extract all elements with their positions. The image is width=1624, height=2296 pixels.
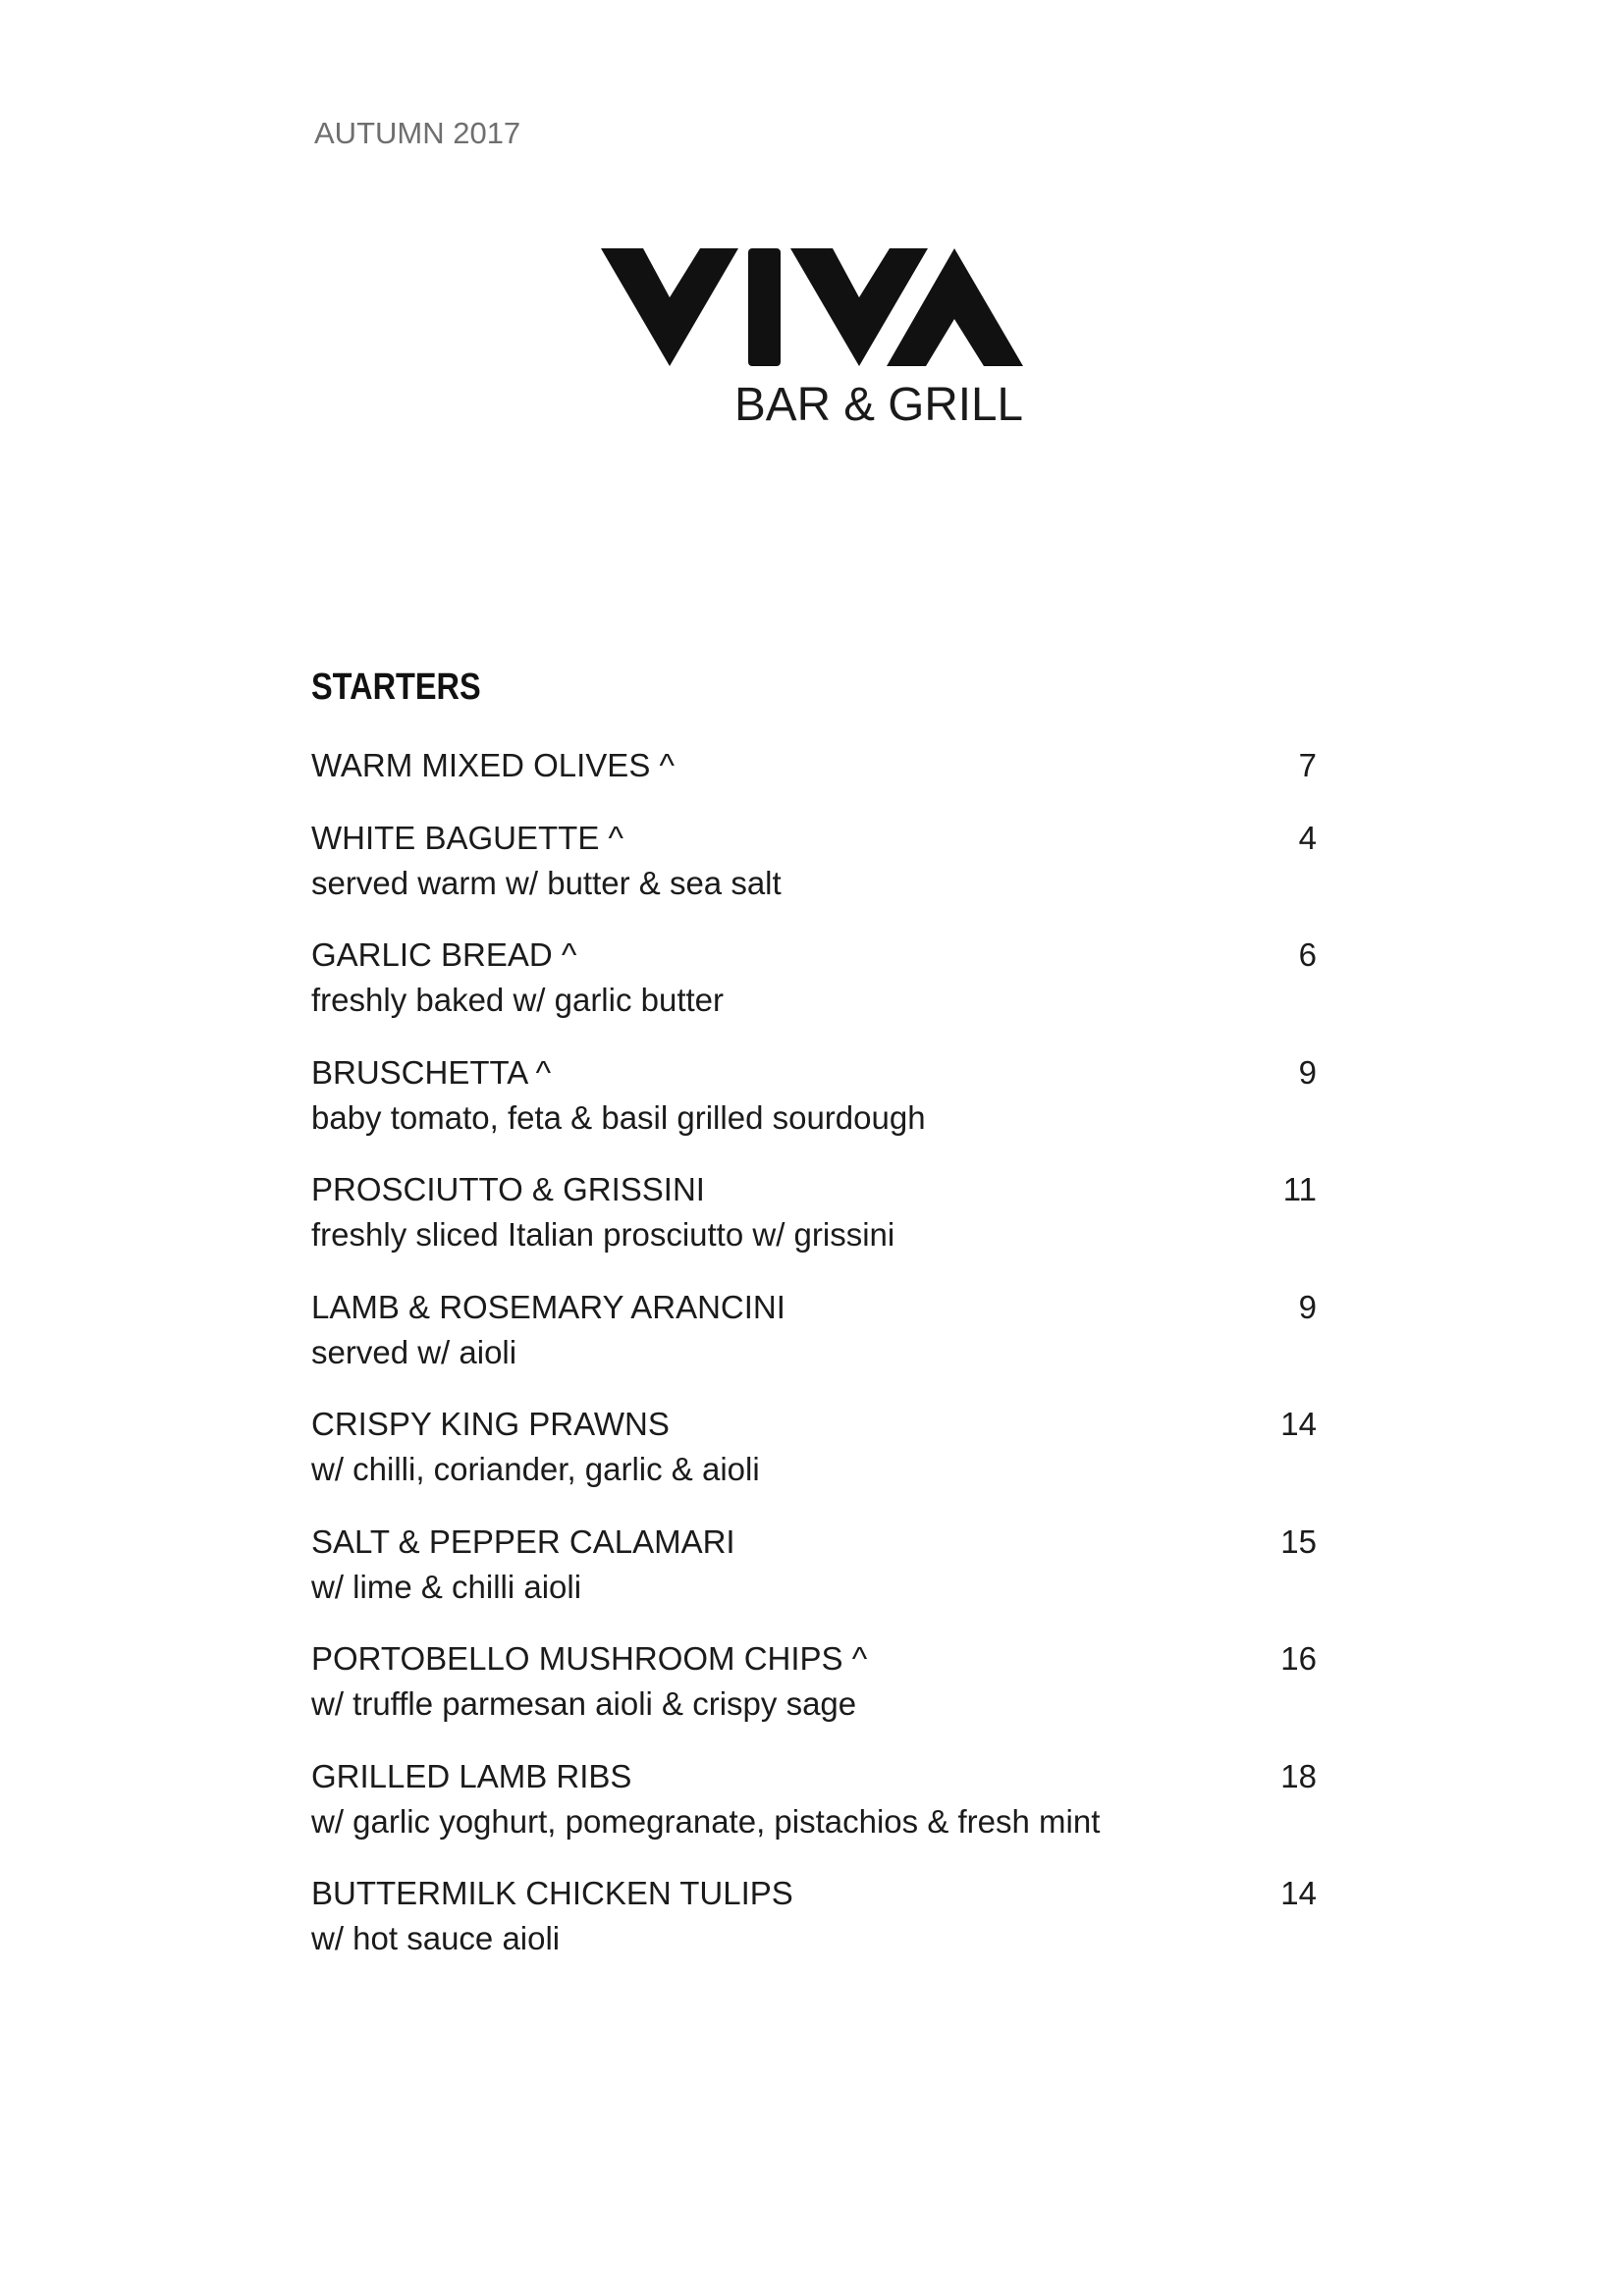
menu-item: [311, 1636, 1317, 1727]
starters-menu-list: [311, 743, 1317, 1989]
item-price: 14: [1280, 1875, 1317, 1911]
item-description: baby tomato, feta & basil grilled sourdough: [311, 1098, 926, 1136]
item-name: WARM MIXED OLIVES ^: [311, 747, 675, 783]
viva-logo: [0, 0, 1624, 452]
item-name: SALT & PEPPER CALAMARI: [311, 1522, 735, 1560]
item-price: 14: [1280, 1406, 1317, 1442]
menu-item: [311, 1050, 1317, 1141]
item-description: w/ garlic yoghurt, pomegranate, pistachios & fresh mint: [311, 1802, 1101, 1840]
item-description: w/ truffle parmesan aioli & crispy sage: [311, 1685, 857, 1722]
item-description: freshly sliced Italian prosciutto w/ grissini: [311, 1216, 895, 1253]
menu-item: [311, 1871, 1317, 1961]
season-label: AUTUMN 2017: [314, 116, 521, 150]
item-description: w/ hot sauce aioli: [311, 1920, 561, 1956]
item-name: CRISPY KING PRAWNS: [311, 1406, 670, 1442]
logo-tagline: BAR & GRILL: [734, 379, 1023, 431]
item-price: 4: [1298, 819, 1317, 856]
item-description: freshly baked w/ garlic butter: [311, 982, 725, 1018]
section-title-starters: STARTERS: [311, 667, 481, 708]
item-price: 18: [1280, 1757, 1317, 1794]
item-name: PORTOBELLO MUSHROOM CHIPS ^: [311, 1640, 868, 1677]
item-price: 16: [1280, 1640, 1317, 1677]
menu-item: [311, 816, 1317, 906]
item-name: GRILLED LAMB RIBS: [311, 1757, 632, 1794]
menu-item: [311, 1754, 1317, 1844]
item-price: 11: [1282, 1171, 1317, 1207]
item-description: served warm w/ butter & sea salt: [311, 864, 782, 901]
menu-item: [311, 743, 1317, 788]
item-price: 7: [1298, 747, 1317, 783]
logo-wordmark: [601, 248, 1023, 366]
menu-item: [311, 933, 1317, 1023]
menu-item: [311, 1285, 1317, 1375]
logo-letter-v1: [601, 248, 738, 366]
item-name: LAMB & ROSEMARY ARANCINI: [311, 1288, 785, 1325]
item-price: 9: [1298, 1288, 1317, 1325]
item-name: WHITE BAGUETTE ^: [311, 819, 623, 856]
item-description: served w/ aioli: [311, 1333, 517, 1370]
item-price: 15: [1280, 1522, 1317, 1560]
item-name: BUTTERMILK CHICKEN TULIPS: [311, 1875, 793, 1911]
item-price: 6: [1298, 936, 1317, 973]
item-name: PROSCIUTTO & GRISSINI: [311, 1171, 705, 1207]
menu-item: [311, 1167, 1317, 1257]
item-description: w/ chilli, coriander, garlic & aioli: [311, 1451, 760, 1487]
menu-item: [311, 1402, 1317, 1492]
logo-letter-i: [748, 248, 781, 366]
item-price: 9: [1298, 1053, 1317, 1091]
item-description: w/ lime & chilli aioli: [311, 1568, 582, 1605]
item-name: BRUSCHETTA ^: [311, 1053, 552, 1091]
item-name: GARLIC BREAD ^: [311, 936, 577, 973]
menu-item: [311, 1520, 1317, 1610]
